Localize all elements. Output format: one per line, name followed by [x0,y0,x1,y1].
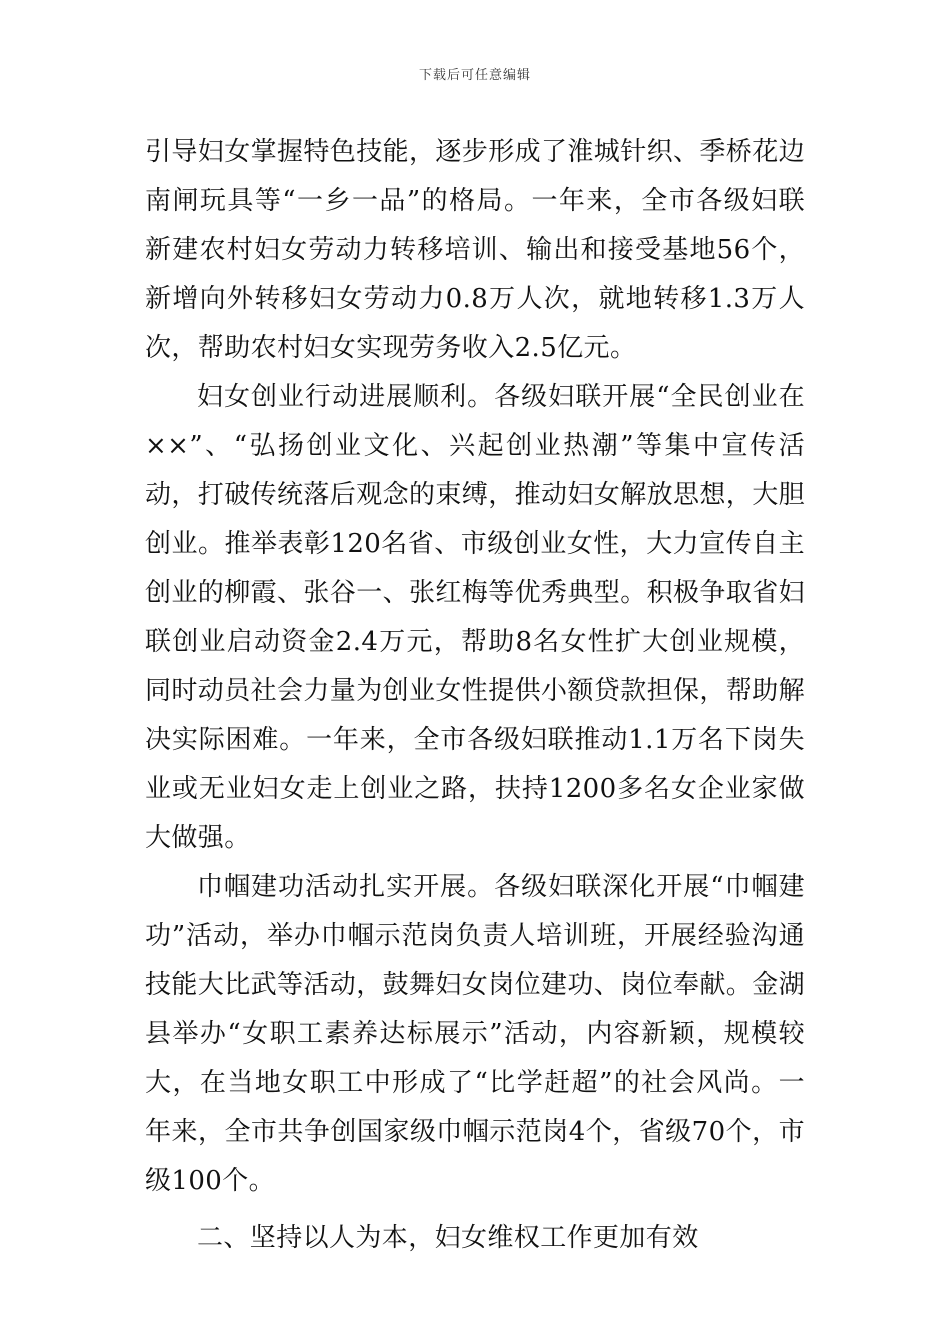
paragraph-jinguo: 巾帼建功活动扎实开展。各级妇联深化开展“巾帼建功”活动，举办巾帼示范岗负责人培训班，开展经验沟通技能大比武等活动，鼓舞妇女岗位建功、岗位奉献。金湖县举办“女职工素养达标展示”活动，内容新颖，规模较大，在当地女职工中形成了“比学赶超”的社会风尚。一年来，全市共争创国家级巾帼示范岗4个，省级70个，市级100个。 [145,872,806,1196]
paragraph-entrepreneurship: 妇女创业行动进展顺利。各级妇联开展“全民创业在××”、“弘扬创业文化、兴起创业热潮”等集中宣传活动，打破传统落后观念的束缚，推动妇女解放思想，大胆创业。推举表彰120名省、市级创业女性，大力宣传自主创业的柳霞、张谷一、张红梅等优秀典型。积极争取省妇联创业启动资金2.4万元，帮助8名女性扩大创业规模，同时动员社会力量为创业女性提供小额贷款担保，帮助解决实际困难。一年来，全市各级妇联推动1.1万名下岗失业或无业妇女走上创业之路，扶持1200多名女企业家做大做强。 [145,382,806,853]
section-heading: 二、坚持以人为本，妇女维权工作更加有效 [197,1223,699,1253]
document-body [145,128,805,1263]
page-header: 下载后可任意编辑 [418,68,531,83]
paragraph-continuation: 引导妇女掌握特色技能，逐步形成了淮城针织、季桥花边南闸玩具等“一乡一品”的格局。一年来，全市各级妇联新建农村妇女劳动力转移培训、输出和接受基地56个，新增向外转移妇女劳动力0.8万人次，就地转移1.3万人次，帮助农村妇女实现劳务收入2.5亿元。 [145,137,806,363]
